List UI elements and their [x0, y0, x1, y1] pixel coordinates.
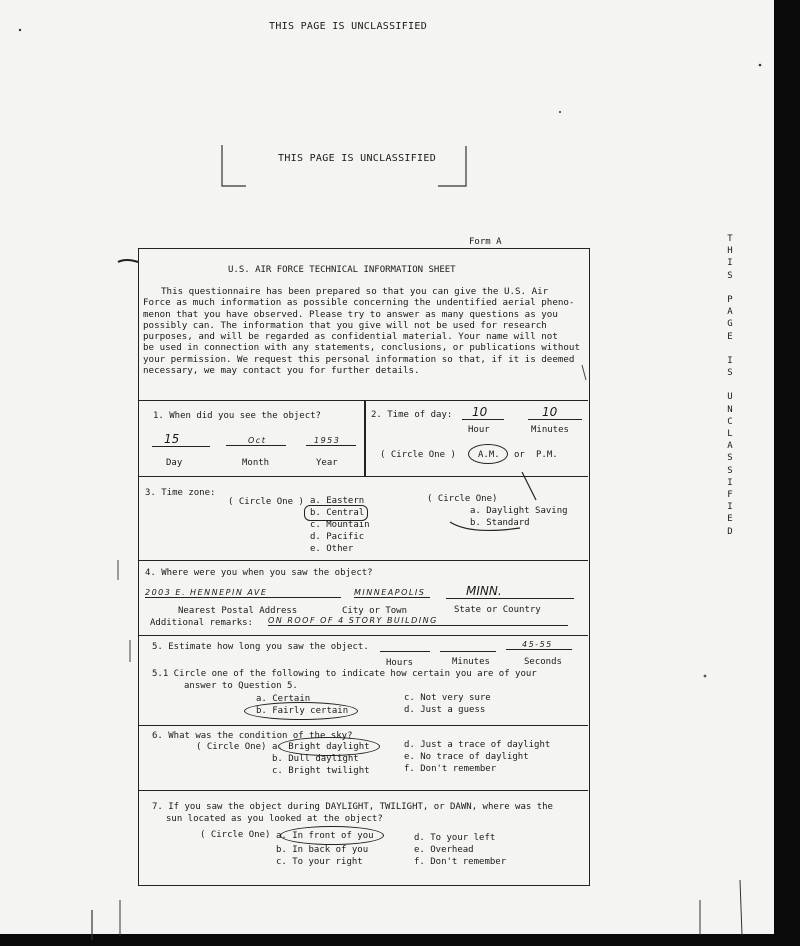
- q4-question: 4. Where were you when you saw the object?: [145, 568, 373, 578]
- q3-standard[interactable]: b. Standard: [470, 518, 530, 528]
- q1-month-value: Oct: [226, 436, 286, 446]
- q3-zone-eastern[interactable]: a. Eastern: [310, 496, 365, 506]
- q7-opt-to-left[interactable]: d. To your left: [414, 833, 496, 843]
- q4-city-label: City or Town: [342, 606, 408, 616]
- q51-question-line1: 5.1 Circle one of the following to indicate how certain you are of your: [152, 669, 537, 679]
- q2-hour-label: Hour: [468, 425, 490, 435]
- q51-question-line2: answer to Question 5.: [184, 681, 298, 691]
- q6-question: 6. What was the condition of the sky?: [152, 731, 353, 741]
- q6-circle-one: ( Circle One): [196, 742, 267, 752]
- q7-question-line1: 7. If you saw the object during DAYLIGHT, TWILIGHT, or DAWN, where was the: [152, 802, 553, 812]
- q6-opt-dont-remember[interactable]: f. Don't remember: [404, 764, 497, 774]
- q1-day-label: Day: [166, 458, 183, 468]
- form-label: Form A: [469, 237, 502, 247]
- q3-circle-one-a: ( Circle One ): [228, 497, 304, 507]
- q7-opt-to-right[interactable]: c. To your right: [276, 857, 363, 867]
- q5-seconds-value: 45-55: [506, 640, 572, 650]
- intro-line: This questionnaire has been prepared so that you can give the U.S. Air: [161, 286, 549, 297]
- q3-zone-mountain[interactable]: c. Mountain: [310, 520, 370, 530]
- intro-line: possibly can. The information that you give will not be used for research: [143, 319, 547, 331]
- q2-question: 2. Time of day:: [371, 410, 453, 420]
- q3-zone-central[interactable]: b. Central: [310, 508, 365, 518]
- q4-address-value: 2003 E. HENNEPIN AVE: [145, 588, 341, 598]
- form-title: U.S. AIR FORCE TECHNICAL INFORMATION SHEET: [228, 265, 456, 275]
- q2-or: or: [514, 450, 525, 460]
- q1-question: 1. When did you see the object?: [153, 411, 321, 421]
- q2-pm-option[interactable]: P.M.: [536, 450, 558, 460]
- q2-circle-one: ( Circle One ): [380, 450, 456, 460]
- q7-opt-overhead[interactable]: e. Overhead: [414, 845, 474, 855]
- side-classification-text: T H I S P A G E I S U N C L A S S I F I E D: [727, 234, 733, 537]
- classification-header-mid: THIS PAGE IS UNCLASSIFIED: [278, 153, 437, 164]
- q51-opt-certain[interactable]: a. Certain: [256, 694, 311, 704]
- q6-opt-bright-twilight[interactable]: c. Bright twilight: [272, 766, 370, 776]
- q1-year-value: 1953: [306, 436, 356, 446]
- q2-am-option[interactable]: A.M.: [478, 450, 500, 460]
- q2-minutes-value: 10: [528, 405, 582, 420]
- q7-opt-dont-remember[interactable]: f. Don't remember: [414, 857, 507, 867]
- q4-remarks-label: Additional remarks:: [150, 618, 253, 628]
- classification-header-top: THIS PAGE IS UNCLASSIFIED: [269, 21, 428, 32]
- q3-daylight-saving[interactable]: a. Daylight Saving: [470, 506, 568, 516]
- q3-question: 3. Time zone:: [145, 488, 216, 498]
- q51-opt-fairly-certain[interactable]: b. Fairly certain: [256, 706, 349, 716]
- q1-day-value: 15: [152, 432, 210, 447]
- intro-line: necessary, we may contact you for further details.: [143, 365, 420, 377]
- q7-opt-in-back[interactable]: b. In back of you: [276, 845, 369, 855]
- q4-state-label: State or Country: [454, 605, 541, 615]
- q4-state-value: MINN.: [446, 584, 574, 599]
- q1-year-label: Year: [316, 458, 338, 468]
- q3-zone-pacific[interactable]: d. Pacific: [310, 532, 365, 542]
- q2-hour-value: 10: [462, 405, 504, 420]
- q3-zone-other[interactable]: e. Other: [310, 544, 354, 554]
- q4-city-value: MINNEAPOLIS: [354, 588, 430, 598]
- intro-line: menon that you have observed. Please try to answer as many questions as you: [143, 308, 558, 320]
- q7-opt-in-front[interactable]: a. In front of you: [276, 831, 374, 841]
- q4-remarks-value: ON ROOF OF 4 STORY BUILDING: [268, 616, 568, 626]
- q5-minutes-label: Minutes: [452, 657, 490, 667]
- q6-opt-bright-daylight[interactable]: a. Bright daylight: [272, 742, 370, 752]
- q51-opt-not-very-sure[interactable]: c. Not very sure: [404, 693, 491, 703]
- q6-opt-dull-daylight[interactable]: b. Dull daylight: [272, 754, 359, 764]
- q7-circle-one: ( Circle One): [200, 830, 271, 840]
- intro-line: be used in connection with any statements, conclusions, or publications without: [143, 342, 580, 354]
- q5-hours-label: Hours: [386, 658, 414, 668]
- q2-minutes-label: Minutes: [531, 425, 569, 435]
- intro-line: Force as much information as possible concerning the undentified aerial pheno-: [143, 297, 575, 309]
- q5-seconds-label: Seconds: [524, 657, 562, 667]
- q4-address-label: Nearest Postal Address: [178, 606, 298, 616]
- intro-line: your permission. We request this personal information so that, if it is deemed: [143, 353, 575, 365]
- q6-opt-trace-daylight[interactable]: d. Just a trace of daylight: [404, 740, 551, 750]
- intro-line: purposes, and will be regarded as confidential material. Your name will not: [143, 331, 558, 343]
- q7-question-line2: sun located as you looked at the object?: [166, 814, 383, 824]
- q6-opt-no-trace[interactable]: e. No trace of daylight: [404, 752, 529, 762]
- q3-circle-one-b: ( Circle One): [427, 494, 498, 504]
- q51-opt-just-a-guess[interactable]: d. Just a guess: [404, 705, 486, 715]
- q1-month-label: Month: [242, 458, 270, 468]
- q5-question: 5. Estimate how long you saw the object.: [152, 642, 369, 652]
